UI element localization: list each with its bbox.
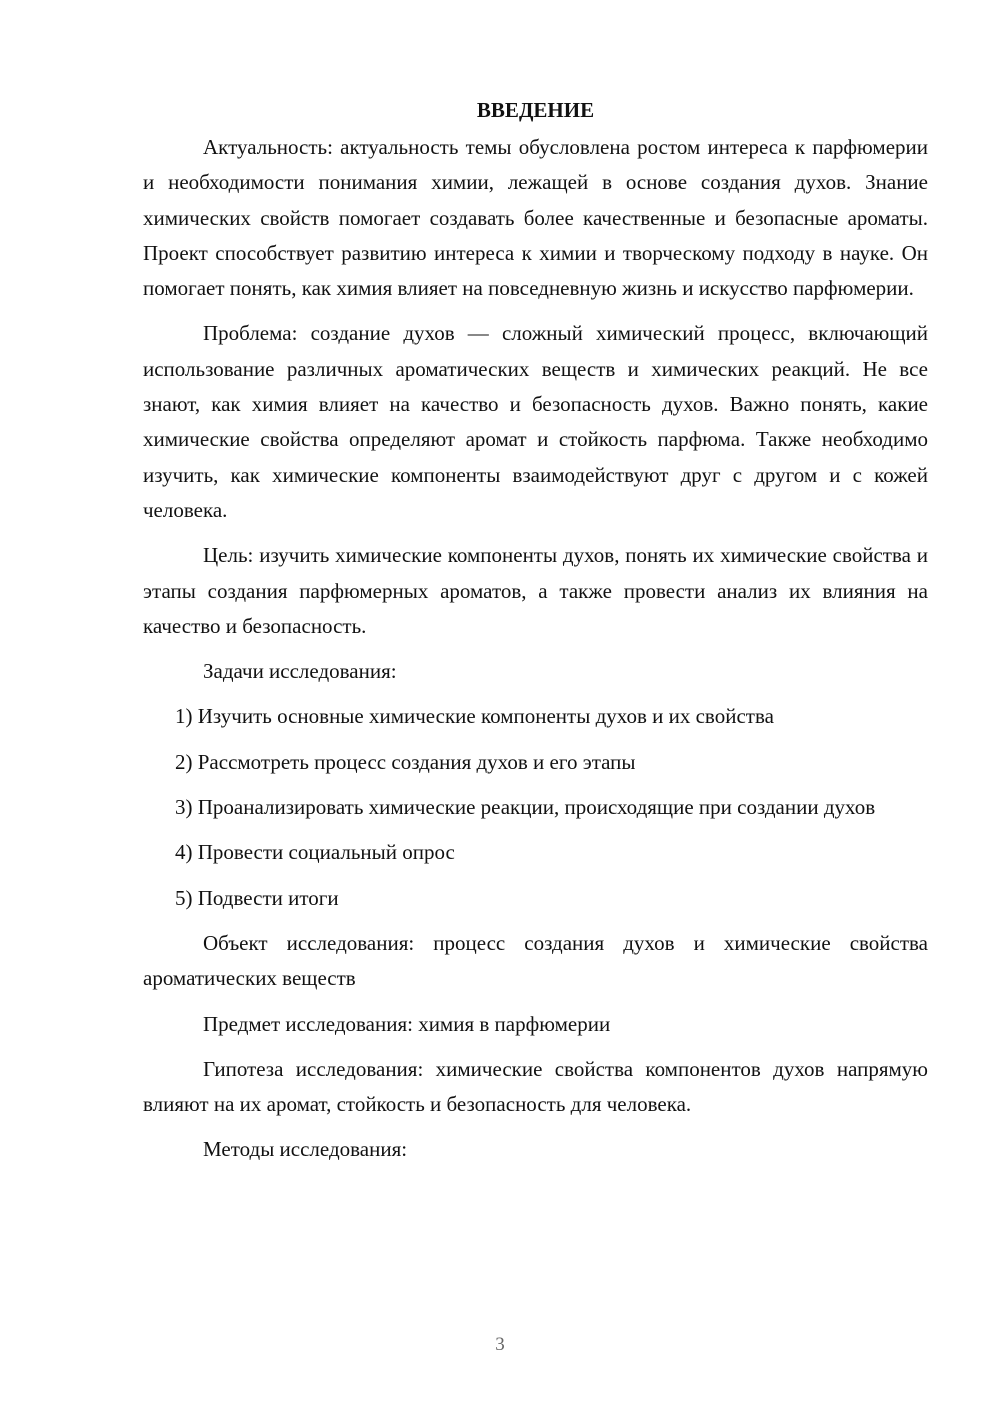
subject-paragraph: Предмет исследования: химия в парфюмерии bbox=[203, 1011, 611, 1036]
page-number: 3 bbox=[495, 1334, 505, 1355]
problem-paragraph: Проблема: создание духов — сложный химический процесс, включающий использование различных ароматических веществ и химических реакций. Не все знают, как химия влияет на качество и безопасность духов. Важно понять, какие химические свойства определяют аромат и стойкость парфюма. Также необходимо изучить, как химические компоненты взаимодействуют друг с другом и с кожей человека. bbox=[143, 321, 928, 522]
task-item-3: 3) Проанализировать химические реакции, происходящие при создании духов bbox=[175, 795, 876, 820]
object-paragraph: Объект исследования: процесс создания духов и химические свойства ароматических веществ bbox=[143, 930, 928, 991]
goal-paragraph: Цель: изучить химические компоненты духов, понять их химические свойства и этапы создания парфюмерных ароматов, а также провести анализ их влияния на качество и безопасность. bbox=[143, 543, 928, 638]
methods-paragraph: Методы исследования: bbox=[203, 1137, 408, 1162]
relevance-paragraph: Актуальность: актуальность темы обусловлена ростом интереса к парфюмерии и необходимости понимания химии, лежащей в основе создания духов. Знание химических свойств помогает создавать более качественные и безопасные ароматы. Проект способствует развитию интереса к химии и творческому подходу в науке. Он помогает понять, как химия влияет на повседневную жизнь и искусство парфюмерии. bbox=[143, 135, 928, 301]
task-item-1: 1) Изучить основные химические компоненты духов и их свойства bbox=[175, 704, 774, 729]
tasks-heading: Задачи исследования: bbox=[203, 659, 397, 684]
task-item-5: 5) Подвести итоги bbox=[175, 885, 339, 910]
section-heading: ВВЕДЕНИЕ bbox=[476, 98, 595, 122]
page-content bbox=[143, 94, 928, 1178]
task-item-2: 2) Рассмотреть процесс создания духов и его этапы bbox=[175, 749, 636, 774]
hypothesis-paragraph: Гипотеза исследования: химические свойства компонентов духов напрямую влияют на их аромат, стойкость и безопасность для человека. bbox=[143, 1056, 928, 1117]
task-item-4: 4) Провести социальный опрос bbox=[175, 840, 455, 865]
